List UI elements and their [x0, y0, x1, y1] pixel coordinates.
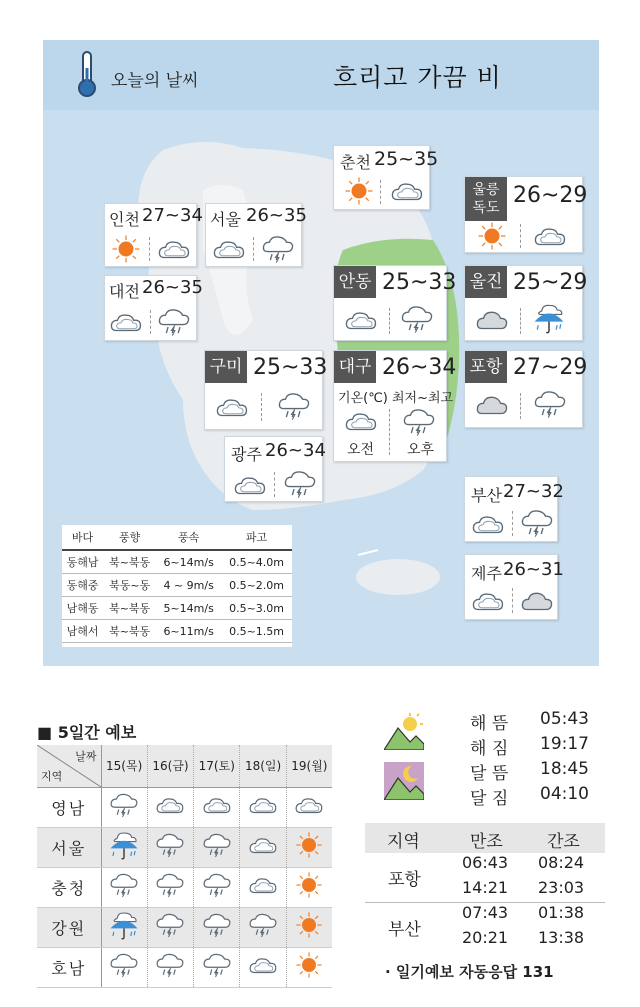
rain-icon [283, 469, 317, 499]
sea-row [62, 620, 292, 643]
city-temp: 26~35 [246, 205, 307, 226]
card-daejeon [104, 275, 203, 341]
moonrise-label: 달 뜸 [470, 764, 509, 784]
city-name: 대전 [109, 282, 140, 301]
city-name: 제주 [471, 564, 502, 583]
forecast-cell [194, 827, 240, 867]
rain-icon [520, 508, 554, 538]
moonset-time: 04:10 [540, 784, 589, 804]
corner-region: 지역 [41, 769, 63, 783]
tide-region: 포항 [388, 870, 421, 890]
rain-icon [202, 912, 232, 938]
forecast-row [37, 787, 332, 827]
umbrella-icon [107, 908, 141, 942]
cloud-icon [390, 179, 424, 203]
sea-cell: 6~14m/s [156, 550, 221, 574]
sea-cell: 5~14m/s [156, 597, 221, 620]
city-temp: 26~29 [513, 183, 588, 208]
forecast-row [37, 867, 332, 907]
cloud-icon [471, 512, 505, 536]
sea-header: 파고 [221, 525, 292, 550]
forecast-cell [240, 947, 286, 987]
forecast-row [37, 827, 332, 867]
rain-icon [261, 234, 295, 264]
sunrise-icon [384, 712, 424, 750]
tide-high: 14:21 [462, 878, 509, 897]
forecast-cell [101, 787, 147, 827]
region-name: 강원 [37, 907, 101, 947]
city-temp: 27~34 [142, 205, 203, 226]
gray-cloud-icon [520, 589, 554, 613]
hotline-footer: · 일기예보 자동응답 131 [385, 963, 554, 981]
divider [149, 237, 150, 261]
cloud-icon [215, 395, 249, 419]
sea-cell: 0.5~2.0m [221, 574, 292, 597]
rain-icon [202, 872, 232, 898]
forecast-cell [147, 827, 193, 867]
forecast-cell [101, 907, 147, 947]
rain-icon [400, 304, 434, 334]
divider [389, 409, 390, 455]
forecast-cell [101, 947, 147, 987]
forecast-cell [240, 867, 286, 907]
sun-icon [295, 871, 323, 899]
divider [261, 393, 262, 421]
tide-low: 08:24 [538, 853, 585, 872]
city-temp: 26~34 [382, 355, 457, 380]
map-header [43, 40, 599, 110]
tide-region: 부산 [388, 920, 421, 940]
sea-header: 바다 [62, 525, 103, 550]
cloud-icon [157, 237, 191, 261]
rain-icon [109, 872, 139, 898]
forecast-cell [286, 867, 332, 907]
tide-header [365, 823, 605, 853]
card-jeju [464, 554, 564, 620]
sea-cell: 동해남 [62, 550, 103, 574]
city-temp: 26~35 [142, 277, 203, 298]
forecast-cell [194, 867, 240, 907]
rain-icon [202, 832, 232, 858]
day-header: 18(일) [240, 745, 286, 787]
sea-cell: 남해동 [62, 597, 103, 620]
moonrise-time: 18:45 [540, 759, 589, 779]
sun-icon [477, 221, 507, 251]
sea-table [62, 525, 292, 647]
city-temp: 25~29 [513, 270, 588, 295]
gray-cloud-icon [475, 308, 509, 332]
forecast-cell [286, 827, 332, 867]
rain-icon [155, 952, 185, 978]
card-ulleung [464, 176, 588, 253]
card-andong [333, 265, 457, 341]
card-daegu [333, 350, 457, 462]
rain-icon [202, 952, 232, 978]
legend-am: 오전 [347, 442, 375, 458]
tide-header-high: 만조 [470, 832, 503, 852]
forecast-title: ■ 5일간 예보 [37, 723, 137, 742]
rain-icon [157, 307, 191, 337]
forecast-table [37, 745, 332, 988]
card-incheon [104, 203, 203, 267]
sea-cell: 0.5~1.5m [221, 620, 292, 643]
divider [389, 308, 390, 334]
sea-cell: 동해중 [62, 574, 103, 597]
sea-row [62, 597, 292, 620]
sea-header: 풍속 [156, 525, 221, 550]
page-title: 오늘의 날씨 [111, 71, 199, 91]
sunrise-label: 해 뜸 [470, 714, 509, 734]
forecast-cell [286, 787, 332, 827]
city-temp: 26~34 [265, 440, 326, 461]
gray-rain-icon [109, 792, 139, 818]
city-name: 부산 [471, 486, 502, 505]
forecast-cell [101, 827, 147, 867]
forecast-row [37, 947, 332, 987]
tide-header-low: 간조 [547, 832, 580, 852]
cloud-icon [109, 310, 143, 334]
divider [380, 180, 381, 204]
forecast-cell [194, 947, 240, 987]
moonrise-icon [384, 762, 424, 800]
city-tag: 울진 [465, 266, 507, 298]
region-name: 서울 [37, 827, 101, 867]
sea-cell: 북~북동 [103, 597, 156, 620]
sea-cell: 0.5~4.0m [221, 550, 292, 574]
divider [520, 393, 521, 419]
cloud-icon [202, 794, 232, 816]
sun-icon [111, 234, 141, 264]
city-tag: 울릉 독도 [465, 177, 507, 221]
region-name: 충청 [37, 867, 101, 907]
sea-cell: 북~북동 [103, 620, 156, 643]
divider [520, 308, 521, 334]
day-header: 19(월) [286, 745, 332, 787]
tide-low: 23:03 [538, 878, 585, 897]
sun-icon [295, 951, 323, 979]
sea-cell: 북~북동 [103, 550, 156, 574]
city-tag: 포항 [465, 351, 507, 383]
rain-icon [402, 407, 436, 437]
sea-header: 풍향 [103, 525, 156, 550]
divider [520, 224, 521, 248]
sea-cell: 6~11m/s [156, 620, 221, 643]
divider [512, 511, 513, 536]
cloud-icon [248, 794, 278, 816]
tide-header-region: 지역 [387, 832, 420, 852]
city-name: 서울 [210, 210, 241, 229]
cloud-icon [344, 308, 378, 332]
city-temp: 25~35 [374, 148, 439, 170]
cloud-icon [155, 794, 185, 816]
card-chuncheon [333, 145, 439, 210]
tide-high: 20:21 [462, 928, 509, 947]
forecast-cell [286, 947, 332, 987]
rain-icon [155, 872, 185, 898]
tide-low: 13:38 [538, 928, 585, 947]
forecast-cell [147, 787, 193, 827]
divider [274, 472, 275, 497]
forecast-cell [147, 867, 193, 907]
legend-label: 기온(℃) 최저~최고 [338, 391, 454, 406]
forecast-cell [147, 907, 193, 947]
sun-icon [295, 911, 323, 939]
sunrise-time: 05:43 [540, 709, 589, 729]
city-tag: 안동 [334, 266, 376, 298]
gray-cloud-icon [475, 393, 509, 417]
tide-low: 01:38 [538, 903, 585, 922]
tide-high: 06:43 [462, 853, 509, 872]
sea-cell: 0.5~3.0m [221, 597, 292, 620]
sun-icon [344, 176, 374, 206]
divider [150, 310, 151, 334]
forecast-cell [101, 867, 147, 907]
city-temp: 27~29 [513, 355, 588, 380]
thermometer-icon [75, 50, 99, 98]
umbrella-icon [107, 828, 141, 862]
legend-pm: 오후 [407, 442, 435, 458]
cloud-icon [212, 237, 246, 261]
city-name: 인천 [109, 210, 140, 229]
sea-cell: 남해서 [62, 620, 103, 643]
sea-cell: 4 ~ 9m/s [156, 574, 221, 597]
forecast-row [37, 907, 332, 947]
card-pohang [464, 350, 588, 428]
tide-high: 07:43 [462, 903, 509, 922]
region-name: 호남 [37, 947, 101, 987]
rain-icon [533, 389, 567, 419]
rain-icon [155, 912, 185, 938]
card-busan [464, 476, 564, 542]
forecast-cell [194, 907, 240, 947]
cloud-icon [248, 874, 278, 896]
divider [253, 237, 254, 261]
forecast-cell [240, 787, 286, 827]
card-gumi [204, 350, 328, 430]
day-header: 15(목) [101, 745, 147, 787]
city-tag: 대구 [334, 351, 376, 383]
day-header: 17(토) [194, 745, 240, 787]
umbrella-icon [531, 300, 567, 336]
corner-date: 날짜 [75, 750, 97, 763]
card-gwangju [224, 436, 326, 502]
sunset-time: 19:17 [540, 734, 589, 754]
cloud-icon [294, 794, 324, 816]
cloud-icon [344, 409, 378, 433]
weather-summary: 흐리고 가끔 비 [333, 63, 502, 92]
cloud-icon [533, 224, 567, 248]
sun-icon [295, 831, 323, 859]
rain-icon [248, 912, 278, 938]
forecast-cell [286, 907, 332, 947]
city-name: 광주 [231, 445, 262, 464]
city-temp: 27~32 [503, 481, 564, 502]
forecast-header-row [37, 745, 332, 787]
rain-icon [277, 391, 311, 421]
forecast-cell [240, 907, 286, 947]
cloud-icon [248, 834, 278, 856]
city-name: 춘천 [340, 153, 371, 172]
city-temp: 25~33 [253, 355, 328, 380]
sea-cell: 북동~동 [103, 574, 156, 597]
forecast-cell [194, 787, 240, 827]
moonset-label: 달 짐 [470, 789, 509, 809]
rain-icon [155, 832, 185, 858]
forecast-cell [147, 947, 193, 987]
cloud-icon [248, 954, 278, 976]
sunset-label: 해 짐 [470, 739, 509, 759]
sea-row [62, 574, 292, 597]
cloud-icon [233, 473, 267, 497]
card-seoul [205, 203, 307, 267]
card-uljin [464, 265, 588, 341]
corner-cell [37, 745, 101, 787]
city-tag: 구미 [205, 351, 247, 383]
sea-row [62, 550, 292, 574]
divider [512, 588, 513, 613]
forecast-cell [240, 827, 286, 867]
rain-icon [109, 952, 139, 978]
cloud-icon [471, 589, 505, 613]
sea-header-row [62, 525, 292, 550]
city-temp: 25~33 [382, 270, 457, 295]
day-header: 16(금) [147, 745, 193, 787]
city-temp: 26~31 [503, 559, 564, 580]
region-name: 영남 [37, 787, 101, 827]
